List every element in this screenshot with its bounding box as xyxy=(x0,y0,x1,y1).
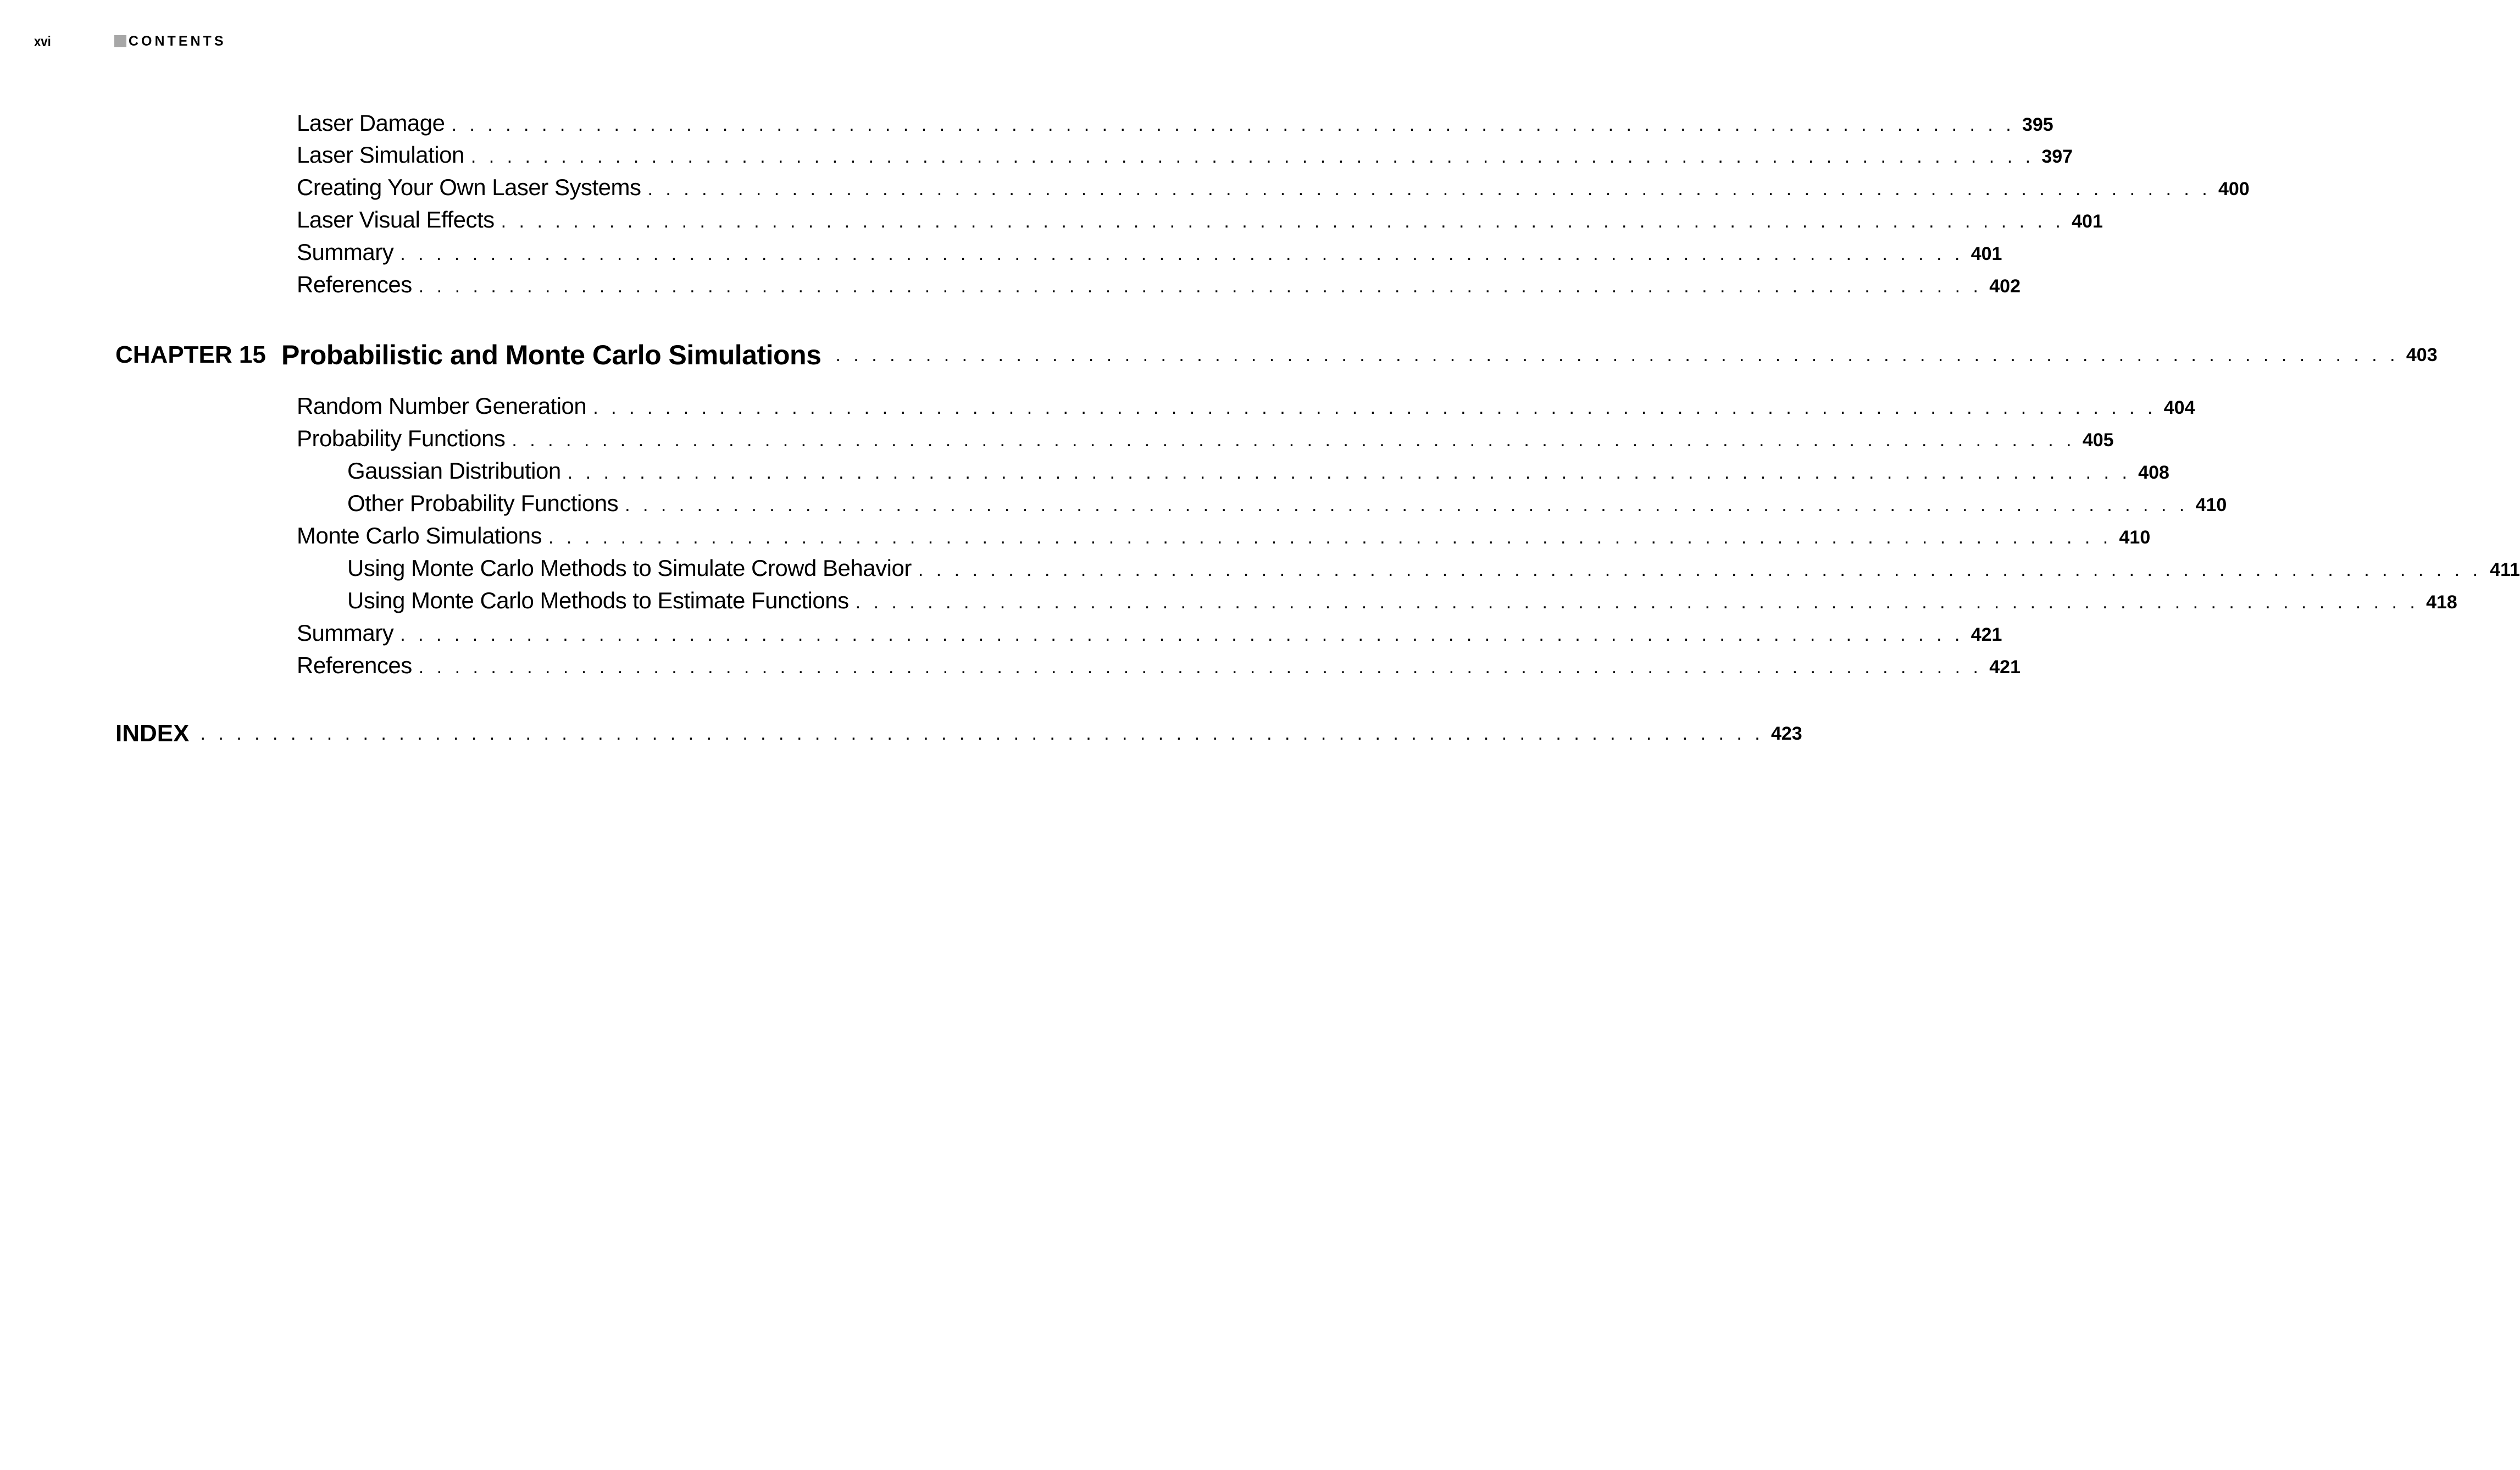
leader-dots: . . . . . . . . . . . . . . . . . . . . . . . . . . . . . . . . . . . . . . . . . . . . . . . . . . . . . . . . . . . . . . . . . . . . . . . . . . . . . . . . . . . . . . . xyxy=(835,344,2399,365)
toc-entry-page: 410 xyxy=(2119,527,2151,548)
index-label: INDEX xyxy=(115,720,190,747)
chapter-page: 403 xyxy=(2406,344,2438,365)
toc-entry[interactable] xyxy=(297,618,2002,648)
index-heading[interactable] xyxy=(114,716,1802,751)
running-head xyxy=(114,32,226,51)
leader-dots: . . . . . . . . . . . . . . . . . . . . . . . . . . . . . . . . . . . . . . . . . . . . . . . . . . . . . . . . . . . . . . . . . . . . . . . . . . . . . . . . . . . . . . . xyxy=(451,114,2015,135)
toc-entry-title: Summary xyxy=(297,620,394,646)
toc-entry-page: 405 xyxy=(2082,430,2114,451)
toc-entry-page: 401 xyxy=(2072,211,2103,232)
toc-subentry[interactable] xyxy=(347,553,2520,584)
toc-entry-title: Summary xyxy=(297,239,394,265)
toc-entry-page: 421 xyxy=(1971,624,2002,645)
leader-dots: . . . . . . . . . . . . . . . . . . . . . . . . . . . . . . . . . . . . . . . . . . . . . . . . . . . . . . . . . . . . . . . . . . . . . . . . . . . . . . . . . . . . . . . xyxy=(200,723,1764,744)
toc-entry-page: 402 xyxy=(1989,276,2021,297)
toc-entry[interactable] xyxy=(297,391,2195,421)
toc-entry-title: Laser Damage xyxy=(297,110,445,136)
toc-entry-title: Other Probability Functions xyxy=(347,490,619,516)
toc-entry-title: Laser Simulation xyxy=(297,142,464,168)
leader-dots: . . . . . . . . . . . . . . . . . . . . . . . . . . . . . . . . . . . . . . . . . . . . . . . . . . . . . . . . . . . . . . . . . . . . . . . . . . . . . . . . . . . . . . . xyxy=(501,211,2064,232)
leader-dots: . . . . . . . . . . . . . . . . . . . . . . . . . . . . . . . . . . . . . . . . . . . . . . . . . . . . . . . . . . . . . . . . . . . . . . . . . . . . . . . . . . . . . . . xyxy=(855,592,2419,613)
toc-entry[interactable] xyxy=(297,172,2250,203)
toc-entry[interactable] xyxy=(297,269,2021,300)
toc-subentry[interactable] xyxy=(347,456,2169,486)
toc-entry[interactable] xyxy=(297,237,2002,268)
chapter-label: CHAPTER 15 xyxy=(115,341,266,368)
toc-entry-page: 421 xyxy=(1989,657,2021,678)
running-head-text: CONTENTS xyxy=(129,33,226,49)
index-page: 423 xyxy=(1770,723,1802,744)
toc-entry-page: 410 xyxy=(2195,495,2227,515)
leader-dots: . . . . . . . . . . . . . . . . . . . . . . . . . . . . . . . . . . . . . . . . . . . . . . . . . . . . . . . . . . . . . . . . . . . . . . . . . . . . . . . . . . . . . . . xyxy=(400,243,1964,264)
toc-entry[interactable] xyxy=(297,204,2103,235)
toc-entry-title: References xyxy=(297,652,412,678)
toc-entry-title: References xyxy=(297,271,412,297)
toc-entry-page: 411 xyxy=(2490,559,2520,580)
toc-entry-title: Creating Your Own Laser Systems xyxy=(297,174,641,200)
toc-entry-title: Using Monte Carlo Methods to Simulate Crowd Behavior xyxy=(347,555,912,581)
toc-entry-page: 400 xyxy=(2218,179,2250,199)
page-header xyxy=(34,32,364,51)
toc-subentry[interactable] xyxy=(347,488,2227,519)
toc-entry-title: Random Number Generation xyxy=(297,393,587,419)
leader-dots: . . . . . . . . . . . . . . . . . . . . . . . . . . . . . . . . . . . . . . . . . . . . . . . . . . . . . . . . . . . . . . . . . . . . . . . . . . . . . . . . . . . . . . . xyxy=(918,559,2482,580)
toc-entry[interactable] xyxy=(297,423,2114,454)
toc-entry-page: 395 xyxy=(2022,114,2053,135)
toc-entry-page: 418 xyxy=(2426,592,2457,613)
toc-entry-page: 401 xyxy=(1971,243,2002,264)
toc-entry[interactable] xyxy=(297,520,2151,551)
toc-entry-title: Probability Functions xyxy=(297,425,506,451)
chapter-title: Probabilistic and Monte Carlo Simulations xyxy=(281,340,822,370)
leader-dots: . . . . . . . . . . . . . . . . . . . . . . . . . . . . . . . . . . . . . . . . . . . . . . . . . . . . . . . . . . . . . . . . . . . . . . . . . . . . . . . . . . . . . . . xyxy=(512,430,2075,451)
toc-entry-page: 408 xyxy=(2138,462,2169,483)
leader-dots: . . . . . . . . . . . . . . . . . . . . . . . . . . . . . . . . . . . . . . . . . . . . . . . . . . . . . . . . . . . . . . . . . . . . . . . . . . . . . . . . . . . . . . . xyxy=(400,624,1964,645)
leader-dots: . . . . . . . . . . . . . . . . . . . . . . . . . . . . . . . . . . . . . . . . . . . . . . . . . . . . . . . . . . . . . . . . . . . . . . . . . . . . . . . . . . . . . . . xyxy=(593,397,2157,418)
toc-entry[interactable] xyxy=(297,650,2021,681)
leader-dots: . . . . . . . . . . . . . . . . . . . . . . . . . . . . . . . . . . . . . . . . . . . . . . . . . . . . . . . . . . . . . . . . . . . . . . . . . . . . . . . . . . . . . . . xyxy=(647,179,2211,199)
toc-entry-title: Using Monte Carlo Methods to Estimate Functions xyxy=(347,587,849,613)
toc-entry-title: Monte Carlo Simulations xyxy=(297,523,542,548)
leader-dots: . . . . . . . . . . . . . . . . . . . . . . . . . . . . . . . . . . . . . . . . . . . . . . . . . . . . . . . . . . . . . . . . . . . . . . . . . . . . . . . . . . . . . . . xyxy=(418,657,1982,678)
toc-entry-page: 397 xyxy=(2041,146,2073,167)
chapter-heading[interactable] xyxy=(114,337,2438,373)
leader-dots: . . . . . . . . . . . . . . . . . . . . . . . . . . . . . . . . . . . . . . . . . . . . . . . . . . . . . . . . . . . . . . . . . . . . . . . . . . . . . . . . . . . . . . . xyxy=(548,527,2112,548)
toc-entry[interactable] xyxy=(297,140,2073,170)
toc-entry-title: Gaussian Distribution xyxy=(347,458,561,484)
gray-square-icon xyxy=(114,35,126,47)
leader-dots: . . . . . . . . . . . . . . . . . . . . . . . . . . . . . . . . . . . . . . . . . . . . . . . . . . . . . . . . . . . . . . . . . . . . . . . . . . . . . . . . . . . . . . . xyxy=(567,462,2131,483)
leader-dots: . . . . . . . . . . . . . . . . . . . . . . . . . . . . . . . . . . . . . . . . . . . . . . . . . . . . . . . . . . . . . . . . . . . . . . . . . . . . . . . . . . . . . . . xyxy=(418,276,1982,297)
toc-entry[interactable] xyxy=(297,108,2053,138)
leader-dots: . . . . . . . . . . . . . . . . . . . . . . . . . . . . . . . . . . . . . . . . . . . . . . . . . . . . . . . . . . . . . . . . . . . . . . . . . . . . . . . . . . . . . . . xyxy=(625,495,2189,515)
toc-subentry[interactable] xyxy=(347,585,2457,616)
page-number: xvi xyxy=(34,33,51,49)
toc-entry-title: Laser Visual Effects xyxy=(297,207,495,232)
toc-entry-page: 404 xyxy=(2163,397,2195,418)
leader-dots: . . . . . . . . . . . . . . . . . . . . . . . . . . . . . . . . . . . . . . . . . . . . . . . . . . . . . . . . . . . . . . . . . . . . . . . . . . . . . . . . . . . . . . . xyxy=(470,146,2035,167)
